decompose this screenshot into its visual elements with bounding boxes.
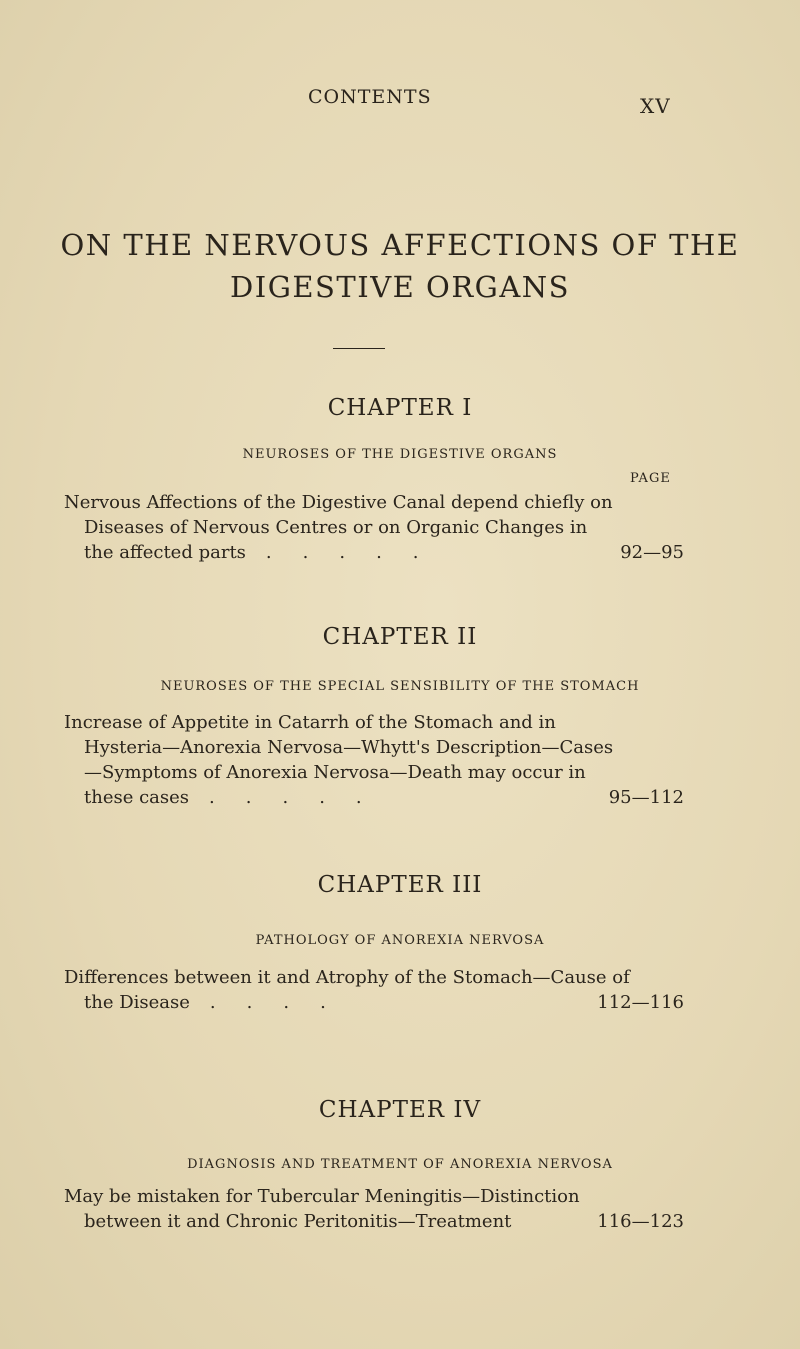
page-range: 95—112 [608, 787, 684, 808]
page-range: 92—95 [620, 542, 684, 563]
running-head [0, 86, 800, 116]
section-title-line-1: ON THE NERVOUS AFFECTIONS OF THE [60, 228, 740, 262]
dot-leader: ..... [265, 542, 450, 563]
entry-line-with-page [64, 540, 684, 565]
chapter-1-entry [64, 490, 684, 565]
chapter-4-subtitle: DIAGNOSIS AND TREATMENT OF ANOREXIA NERVOSA [187, 1157, 613, 1172]
entry-line-with-page [64, 785, 684, 810]
page-column-label: PAGE [630, 471, 671, 486]
dot-leader: ..... [209, 787, 393, 808]
entry-line: the Disease [84, 992, 190, 1013]
dot-leader: .... [209, 992, 357, 1013]
entry-line: —Symptoms of Anorexia Nervosa—Death may occur in [84, 762, 586, 783]
section-title [0, 224, 800, 308]
chapter-3-heading: CHAPTER III [317, 872, 483, 898]
page-range: 112—116 [597, 992, 684, 1013]
chapter-4-heading: CHAPTER IV [318, 1097, 482, 1123]
entry-line: May be mistaken for Tubercular Meningitis—Distinction [64, 1186, 580, 1207]
entry-line: Differences between it and Atrophy of the Stomach—Cause of [64, 967, 630, 988]
section-title-line-2: DIGESTIVE ORGANS [230, 270, 570, 304]
chapter-1-subtitle: NEUROSES OF THE DIGESTIVE ORGANS [242, 447, 558, 462]
title-divider [333, 348, 385, 349]
chapter-3-entry [64, 965, 684, 1015]
chapter-2-subtitle: NEUROSES OF THE SPECIAL SENSIBILITY OF THE STOMACH [160, 679, 640, 694]
entry-line: these cases [84, 787, 190, 808]
entry-line-with-page [64, 990, 684, 1015]
chapter-4-entry [64, 1184, 684, 1234]
entry-line-with-page [64, 1209, 684, 1234]
entry-line: Increase of Appetite in Catarrh of the Stomach and in [64, 712, 556, 733]
chapter-2-heading: CHAPTER II [322, 624, 478, 650]
entry-line: Nervous Affections of the Digestive Canal depend chiefly on [64, 492, 613, 513]
page-range: 116—123 [597, 1211, 684, 1232]
running-head-title: CONTENTS [308, 86, 432, 108]
entry-line: Diseases of Nervous Centres or on Organic Changes in [84, 517, 588, 538]
chapter-2-entry [64, 710, 684, 810]
entry-line: Hysteria—Anorexia Nervosa—Whytt's Description—Cases [84, 737, 614, 758]
running-head-page-number: XV [640, 94, 671, 118]
chapter-1-heading: CHAPTER I [327, 395, 473, 421]
entry-line: between it and Chronic Peritonitis—Treatment [84, 1211, 512, 1232]
chapter-3-subtitle: PATHOLOGY OF ANOREXIA NERVOSA [255, 933, 545, 948]
entry-line: the affected parts [84, 542, 246, 563]
